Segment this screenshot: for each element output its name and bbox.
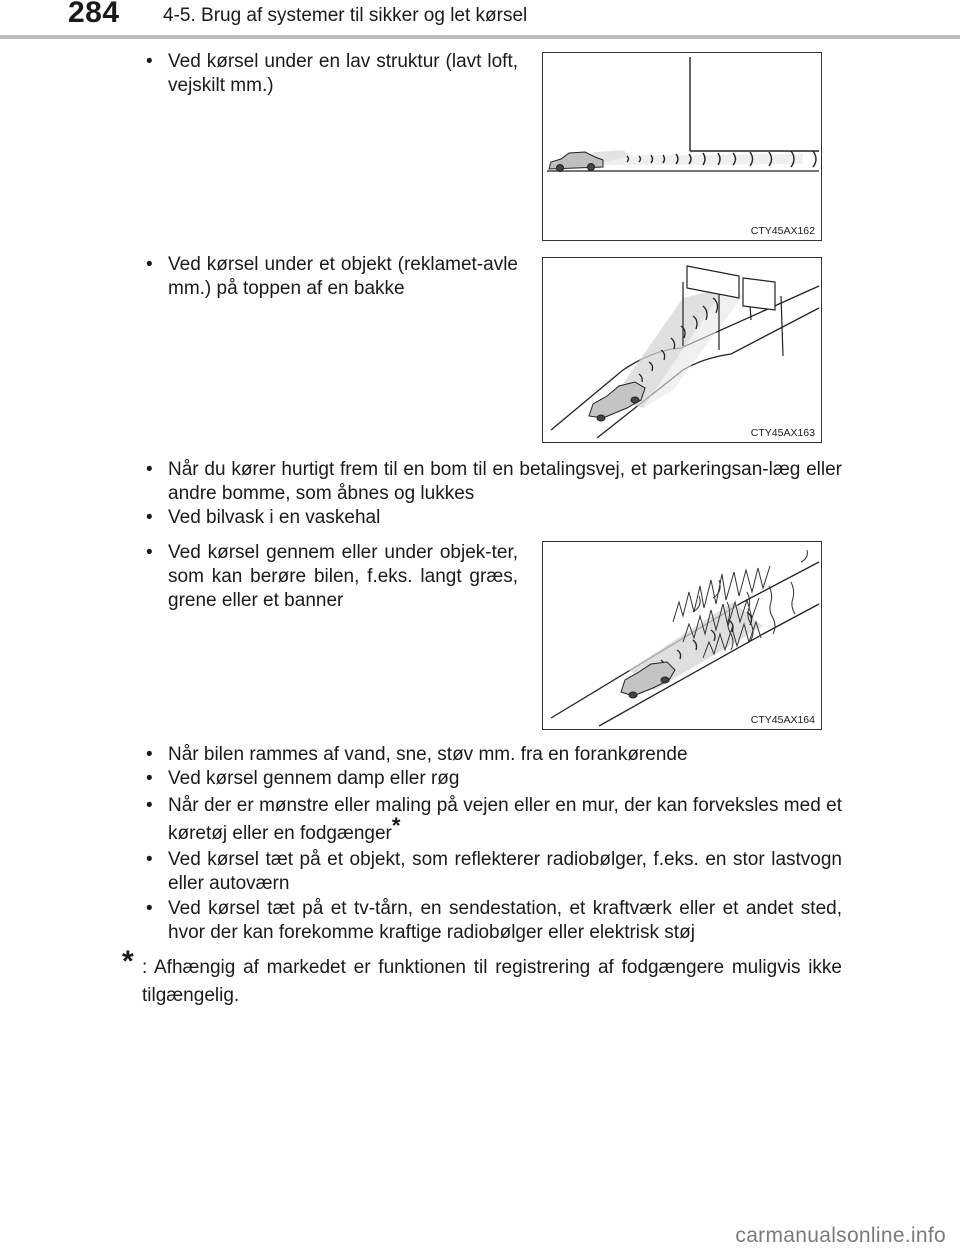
- footnote-reference: *: [391, 813, 401, 838]
- footnote: [122, 945, 842, 1010]
- bullet-steam-smoke: • Ved kørsel gennem damp eller røg: [146, 767, 842, 791]
- bullet-radio-interference: • Ved kørsel tæt på et tv-tårn, en sendestation, et kraftværk eller et andet sted, hvor der kan forekomme kraftige radiobølger eller elektrisk støj: [146, 897, 842, 945]
- page-number: 284: [68, 0, 120, 29]
- watermark: carmanualsonline.info: [735, 1224, 946, 1247]
- figure-grass-branches: [542, 541, 822, 730]
- figure-object-hilltop: [542, 257, 822, 443]
- footnote-text: : Afhængig af markedet er funktionen til registrering af fodgængere muligvis ikke tilgængelig.: [142, 957, 842, 1006]
- bullet-reflective-object: • Ved kørsel tæt på et objekt, som reflekterer radiobølger, f.eks. en stor lastvogn eller autoværn: [146, 848, 842, 896]
- grass-branches-illustration: [543, 542, 823, 731]
- bullet-grass-branches: • Ved kørsel gennem eller under objek-ter, som kan berøre bilen, f.eks. langt græs, grene eller et banner: [146, 541, 518, 613]
- bullet-road-patterns: [146, 792, 842, 848]
- road-patterns-text: Når der er mønstre eller maling på vejen eller en mur, der kan forveksles med et køretøj eller en fodgænger: [168, 795, 842, 844]
- figure-code: CTY45AX162: [750, 225, 815, 237]
- figure-low-structure: [542, 52, 822, 241]
- bullet-water-snow-dust: • Når bilen rammes af vand, sne, støv mm. fra en forankørende: [146, 743, 842, 767]
- page-header: [0, 0, 960, 40]
- footnote-marker: *: [122, 945, 134, 978]
- hilltop-billboard-illustration: [543, 258, 823, 444]
- bullet-low-structure: • Ved kørsel under en lav struktur (lavt loft, vejskilt mm.): [146, 50, 518, 98]
- header-divider: [0, 35, 960, 39]
- low-structure-illustration: [543, 53, 823, 242]
- bullet-barrier: • Når du kører hurtigt frem til en bom til en betalingsvej, et parkeringsan-læg eller andre bomme, som åbnes og lukkes: [146, 458, 842, 506]
- figure-code: CTY45AX164: [750, 714, 815, 726]
- bullet-car-wash: • Ved bilvask i en vaskehal: [146, 506, 842, 530]
- section-title: 4-5. Brug af systemer til sikker og let kørsel: [163, 5, 528, 26]
- figure-code: CTY45AX163: [750, 427, 815, 439]
- bullet-object-hilltop: • Ved kørsel under et objekt (reklamet-avle mm.) på toppen af en bakke: [146, 253, 518, 301]
